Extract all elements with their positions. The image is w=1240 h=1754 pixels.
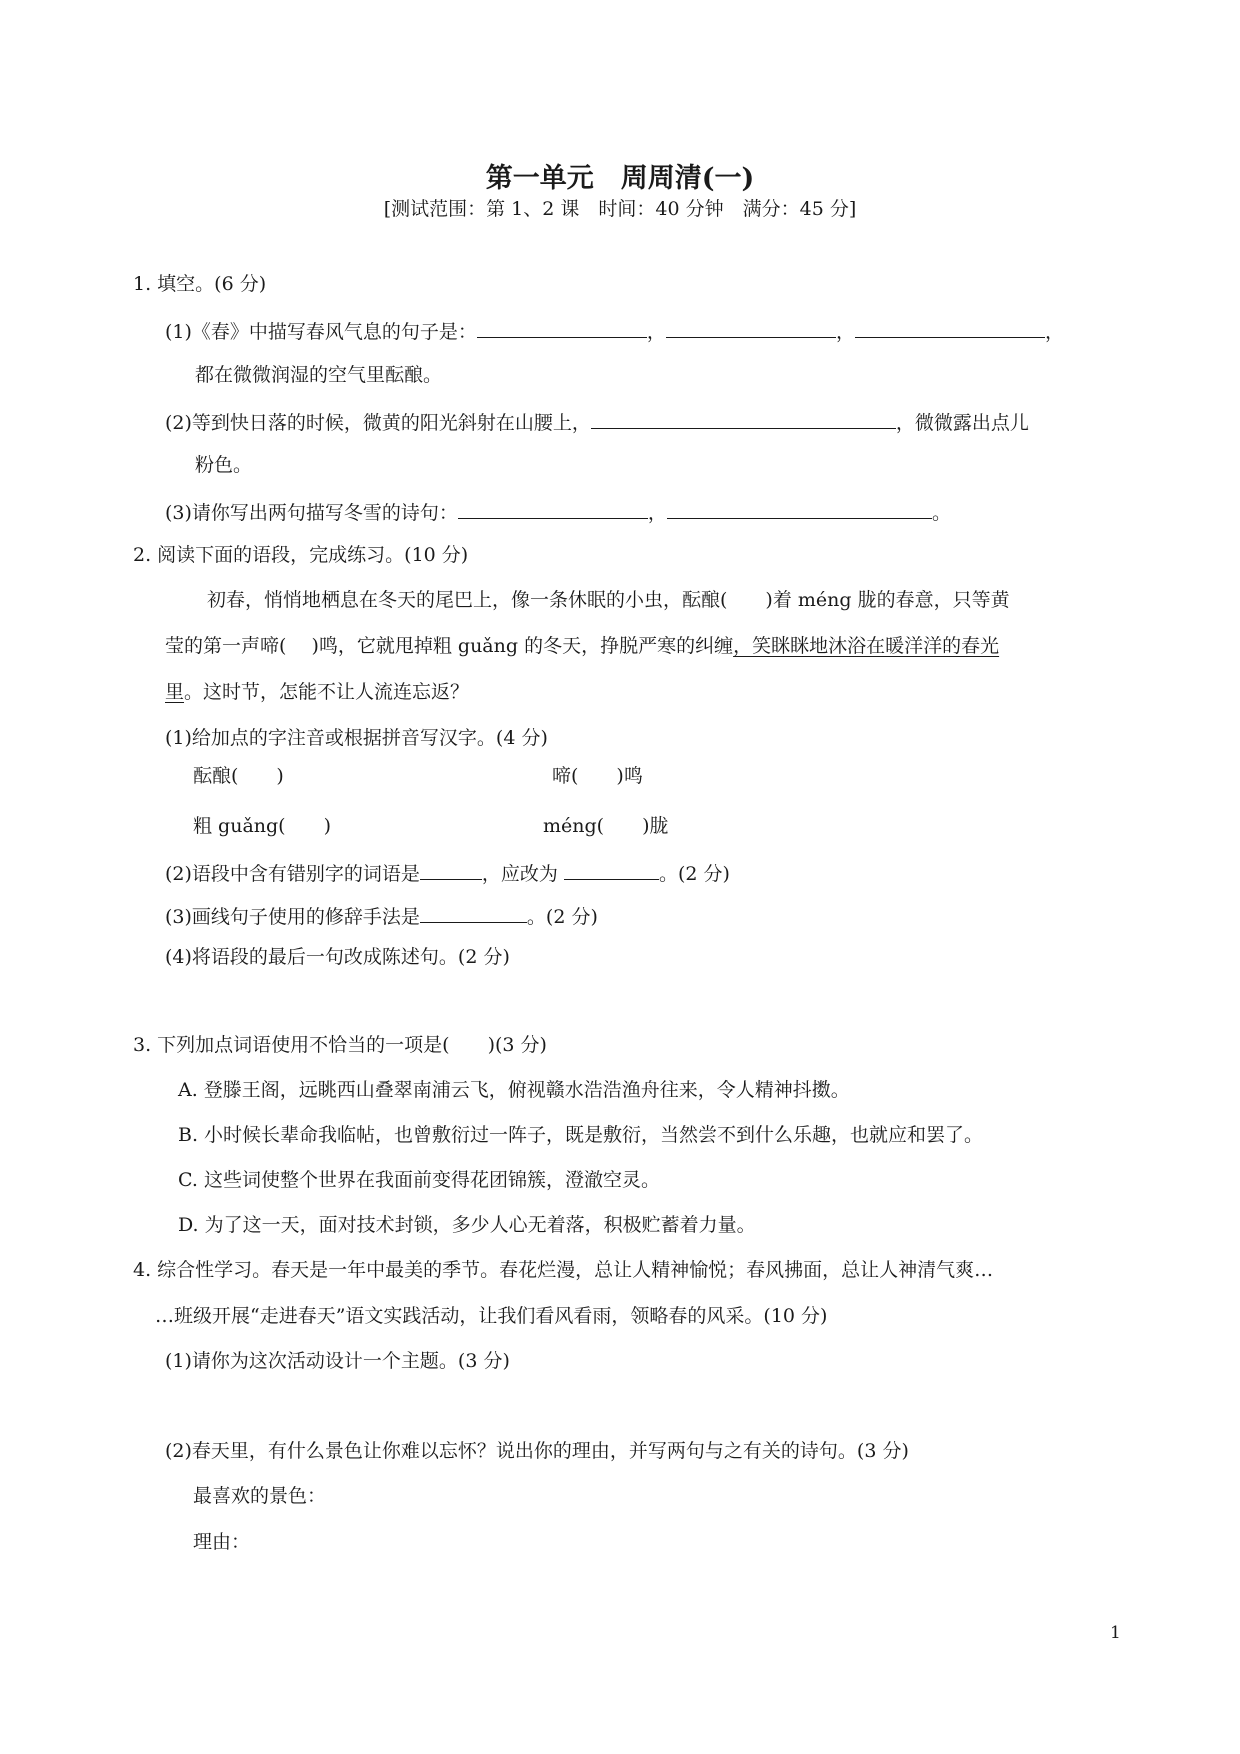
q2-sub1: (1)给加点的字注音或根据拼音写汉字。(4 分) (165, 727, 548, 749)
answer-blank[interactable] (420, 862, 482, 880)
q1-item2-prefix: (2)等到快日落的时候，微黄的阳光斜射在山腰上， (165, 412, 591, 434)
q2-passage-line3 (165, 683, 469, 702)
q2-passage-line2 (165, 637, 999, 656)
q3-option-a[interactable]: A. 登滕王阁，远眺西山叠翠南浦云飞，俯视赣水浩浩渔舟往来，令人精神抖擞。 (178, 1079, 850, 1101)
answer-blank[interactable] (458, 501, 648, 519)
q4-sub1: (1)请你为这次活动设计一个主题。(3 分) (165, 1350, 510, 1372)
comma: ， (647, 502, 667, 524)
passage-text: 莹的第一声啼( )鸣，它就甩掉粗 guǎng 的冬天，挣脱严寒的纠缠 (165, 635, 734, 657)
answer-blank[interactable] (667, 501, 932, 519)
answer-blank[interactable] (591, 411, 896, 429)
answer-blank[interactable] (564, 862, 659, 880)
q3-option-c[interactable]: C. 这些词使整个世界在我面前变得花团锦簇，澄澈空灵。 (178, 1169, 660, 1191)
q2-fill-d[interactable]: méng( )胧 (543, 815, 669, 837)
period: 。 (931, 502, 951, 524)
page-title: 第一单元 周周清(一) (485, 163, 755, 194)
q3-heading: 3. 下列加点词语使用不恰当的一项是( )(3 分) (133, 1034, 547, 1056)
q1-item1-prefix: (1)《春》中描写春风气息的句子是： (165, 321, 477, 343)
comma: ， (646, 321, 666, 343)
favorite-scenery-label: 最喜欢的景色： (193, 1485, 327, 1507)
q1-item2-line2: 粉色。 (195, 454, 253, 476)
answer-blank[interactable] (477, 320, 647, 338)
q4-heading-line1: 4. 综合性学习。春天是一年中最美的季节。春花烂漫，总让人精神愉悦；春风拂面，总让人神清气爽… (133, 1259, 994, 1281)
q2-sub3-suffix: 。(2 分) (526, 906, 598, 928)
q2-sub2-suffix: 。(2 分) (658, 863, 730, 885)
test-scope-subtitle: [测试范围：第 1、2 课 时间：40 分钟 满分：45 分] (383, 198, 857, 220)
comma: ， (1044, 321, 1064, 343)
reason-label: 理由： (193, 1531, 251, 1553)
q2-fill-c[interactable]: 粗 guǎng( ) (193, 815, 331, 837)
underlined-sentence: ，笑眯眯地沐浴在暖洋洋的春光 (733, 635, 1000, 657)
answer-blank[interactable] (420, 905, 527, 923)
underlined-sentence: 里 (165, 681, 185, 703)
comma: ， (835, 321, 855, 343)
q3-option-d[interactable]: D. 为了这一天，面对技术封锁，多少人心无着落，积极贮蓄着力量。 (178, 1214, 756, 1236)
page-number: 1 (1110, 1623, 1121, 1643)
q1-item1-line2: 都在微微润湿的空气里酝酿。 (195, 364, 443, 386)
q3-option-b[interactable]: B. 小时候长辈命我临帖，也曾敷衍过一阵子，既是敷衍，当然尝不到什么乐趣，也就应和罢了。 (178, 1124, 984, 1146)
passage-text: 。这时节，怎能不让人流连忘返？ (184, 681, 470, 703)
q1-item2-suffix: ，微微露出点儿 (895, 412, 1029, 434)
answer-blank[interactable] (855, 320, 1045, 338)
q1-heading: 1. 填空。(6 分) (133, 273, 267, 295)
q2-fill-b[interactable]: 啼( )鸣 (552, 765, 643, 787)
q1-item2 (165, 411, 1029, 433)
q2-fill-a[interactable]: 酝酿( ) (193, 765, 284, 787)
q1-item3-prefix: (3)请你写出两句描写冬雪的诗句： (165, 502, 458, 524)
q2-sub4: (4)将语段的最后一句改成陈述句。(2 分) (165, 946, 510, 968)
q1-item1 (165, 320, 1064, 342)
q2-heading: 2. 阅读下面的语段，完成练习。(10 分) (133, 544, 469, 566)
q4-sub2: (2)春天里，有什么景色让你难以忘怀？说出你的理由，并写两句与之有关的诗句。(3 分) (165, 1440, 909, 1462)
q2-sub2-prefix: (2)语段中含有错别字的词语是 (165, 863, 420, 885)
q2-passage-line1: 初春，悄悄地栖息在冬天的尾巴上，像一条休眠的小虫，酝酿( )着 méng 胧的春意，只等黄 (207, 589, 1010, 611)
q1-item3 (165, 501, 951, 523)
q2-sub2-middle: ，应改为 (481, 863, 558, 885)
q2-sub3-prefix: (3)画线句子使用的修辞手法是 (165, 906, 420, 928)
answer-blank[interactable] (666, 320, 836, 338)
q4-heading-line2: …班级开展“走进春天”语文实践活动，让我们看风看雨，领略春的风采。(10 分) (155, 1305, 828, 1327)
q2-sub2 (165, 862, 730, 884)
q2-sub3 (165, 905, 598, 927)
